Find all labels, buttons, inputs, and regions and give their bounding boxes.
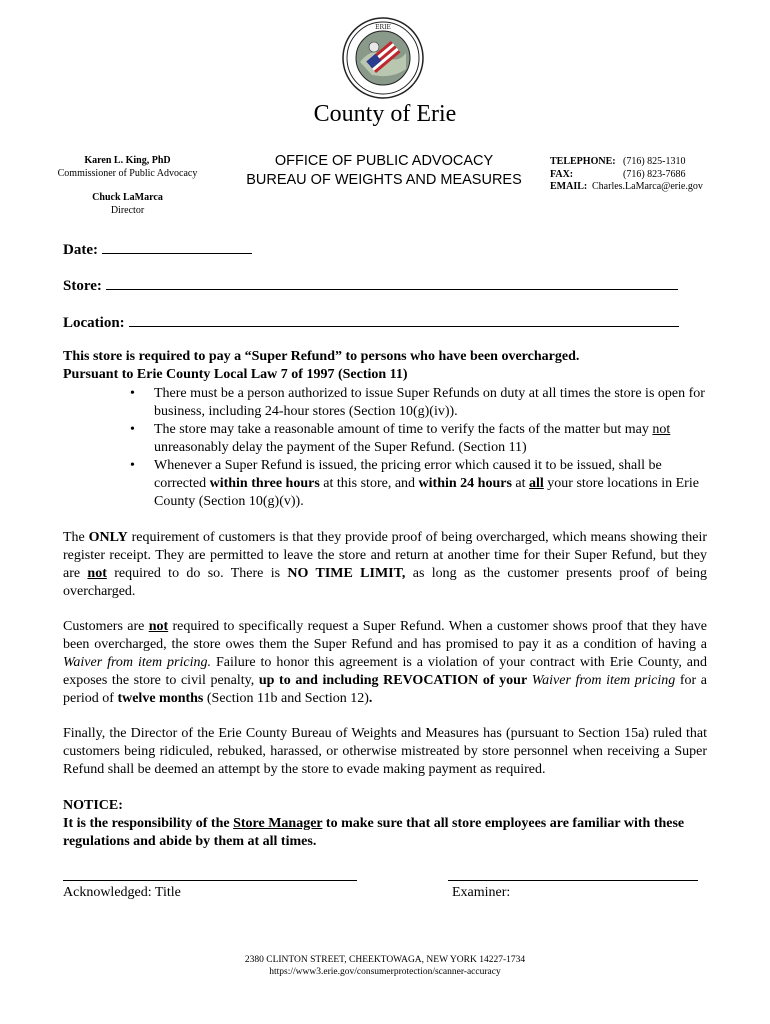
list-item bbox=[130, 421, 710, 457]
p1-text-end: as long as the customer presents proof of being overcharged. bbox=[63, 566, 707, 599]
store-field[interactable] bbox=[63, 275, 678, 295]
p1-text: The bbox=[63, 530, 89, 545]
notice-title: NOTICE: bbox=[63, 798, 123, 813]
director-name: Chuck LaMarca bbox=[92, 192, 163, 203]
bullet-2-text: The store may take a reasonable amount of time to verify the facts of the matter but may bbox=[154, 422, 653, 437]
requirements-list bbox=[130, 385, 710, 511]
list-item bbox=[130, 385, 710, 421]
bullet-icon: • bbox=[130, 458, 135, 473]
fax-value: (716) 823-7686 bbox=[623, 168, 686, 180]
bullet-3-text-end: your store locations in Erie County (Section 10(g)(v)). bbox=[154, 476, 699, 509]
commissioner-name: Karen L. King, PhD bbox=[84, 155, 171, 166]
bullet-3-bold-2: within 24 hours bbox=[418, 476, 512, 491]
bullet-3-text: Whenever a Super Refund is issued, the pricing error which caused it to be issued, shall be corrected bbox=[154, 458, 662, 491]
p2-text-3: Failure to honor this agreement is a violation of your contract with Erie County, and exposes the store to civil penalty, bbox=[63, 655, 707, 688]
p1-bold-2: NO TIME LIMIT, bbox=[287, 566, 406, 581]
bullet-3-emphasis: all bbox=[529, 476, 544, 491]
county-seal-logo bbox=[342, 17, 424, 99]
store-label: Store: bbox=[63, 278, 102, 294]
p1-emphasis: not bbox=[87, 566, 107, 581]
examiner-label: Examiner: bbox=[452, 885, 511, 900]
footer bbox=[0, 954, 770, 978]
acknowledged-label: Acknowledged: Title bbox=[63, 885, 181, 900]
bullet-3-bold-1: within three hours bbox=[209, 476, 320, 491]
bullet-icon: • bbox=[130, 386, 135, 401]
store-blank-line[interactable] bbox=[106, 275, 678, 290]
p1-text-2: requirement of customers is that they provide proof of being overcharged, which means showing their register receipt. They are permitted to leave the store and return at another time for their Super Refund, but they are bbox=[63, 530, 707, 581]
office-line-2: BUREAU OF WEIGHTS AND MEASURES bbox=[246, 172, 522, 188]
location-blank-line[interactable] bbox=[129, 312, 679, 327]
telephone-label: TELEPHONE: bbox=[550, 156, 616, 167]
director-title: Director bbox=[110, 204, 145, 216]
p2-italic: Waiver from item pricing. bbox=[63, 655, 211, 670]
date-label: Date: bbox=[63, 242, 98, 258]
commissioner-title: Commissioner of Public Advocacy bbox=[57, 167, 198, 179]
acknowledged-signature-line[interactable] bbox=[63, 880, 357, 881]
notice-text: It is the responsibility of the bbox=[63, 816, 234, 831]
bullet-2-emphasis: not bbox=[652, 422, 671, 437]
paragraph-director-ruling: Finally, the Director of the Erie County Bureau of Weights and Measures has (pursuant to Section 15a) ruled that customers being ridiculed, rebuked, harassed, or otherwise mistreated by store personnel when receiving a Super Refund shall be deemed an attempt by the store to evade making payment as required. bbox=[63, 726, 707, 777]
officials-block bbox=[40, 155, 215, 217]
contact-block bbox=[550, 156, 703, 194]
telephone-value: (716) 825-1310 bbox=[623, 156, 686, 167]
location-field[interactable] bbox=[63, 312, 679, 332]
notice-emphasis: Store Manager bbox=[233, 816, 323, 831]
notice-block bbox=[63, 797, 723, 851]
p2-bold-2: twelve months bbox=[117, 691, 204, 706]
p1-bold: ONLY bbox=[88, 530, 128, 545]
footer-url[interactable]: https://www3.erie.gov/consumerprotection/scanner-accuracy bbox=[269, 967, 501, 977]
office-line-1: OFFICE OF PUBLIC ADVOCACY bbox=[274, 153, 494, 169]
notice-text-end: to make sure that all store employees are familiar with these regulations and abide by them at all times. bbox=[63, 816, 685, 849]
email-value[interactable]: Charles.LaMarca@erie.gov bbox=[592, 181, 703, 192]
examiner-signature-line[interactable] bbox=[448, 880, 698, 881]
list-item bbox=[130, 457, 710, 511]
heading-line-1: This store is required to pay a “Super Refund” to persons who have been overcharged. bbox=[63, 349, 580, 364]
bullet-2-text-end: unreasonably delay the payment of the Super Refund. (Section 11) bbox=[154, 440, 527, 455]
date-blank-line[interactable] bbox=[102, 239, 252, 254]
p2-text: Customers are bbox=[63, 619, 149, 634]
seal-text: ERIE bbox=[375, 24, 391, 31]
email-label: EMAIL: bbox=[550, 181, 588, 192]
p2-emphasis: not bbox=[148, 619, 169, 634]
date-field[interactable] bbox=[63, 239, 252, 259]
requirement-heading bbox=[63, 348, 579, 383]
bullet-3-text-3: at bbox=[511, 476, 530, 491]
heading-line-2: Pursuant to Erie County Local Law 7 of 1997 (Section 11) bbox=[63, 366, 408, 382]
bullet-icon: • bbox=[130, 422, 135, 437]
p2-bold: up to and including REVOCATION of your bbox=[258, 673, 528, 688]
p2-italic-2: Waiver from item pricing bbox=[531, 673, 676, 688]
fax-label: FAX: bbox=[550, 168, 574, 180]
p2-text-4: for a period of bbox=[63, 673, 707, 706]
paragraph-store-obligation bbox=[63, 618, 707, 708]
bullet-1-text: There must be a person authorized to issue Super Refunds on duty at all times the store is open for business, including 24-hour stores (Section 10(g)(iv)). bbox=[154, 386, 705, 419]
county-title: County of Erie bbox=[313, 101, 457, 127]
location-label: Location: bbox=[63, 315, 125, 331]
bullet-3-text-2: at this store, and bbox=[319, 476, 419, 491]
p2-text-2: required to specifically request a Super Refund. When a customer shows proof that they have been overcharged, the store owes them the Super Refund and has promised to pay it as a condition of having a bbox=[63, 619, 708, 652]
footer-address: 2380 CLINTON STREET, CHEEKTOWAGA, NEW YORK 14227-1734 bbox=[244, 955, 526, 965]
office-block bbox=[238, 152, 530, 190]
p2-text-end: (Section 11b and Section 12) bbox=[203, 691, 369, 706]
p2-period: . bbox=[368, 691, 373, 706]
paragraph-customer-requirement bbox=[63, 529, 707, 601]
p1-text-3: required to do so. There is bbox=[106, 566, 288, 581]
